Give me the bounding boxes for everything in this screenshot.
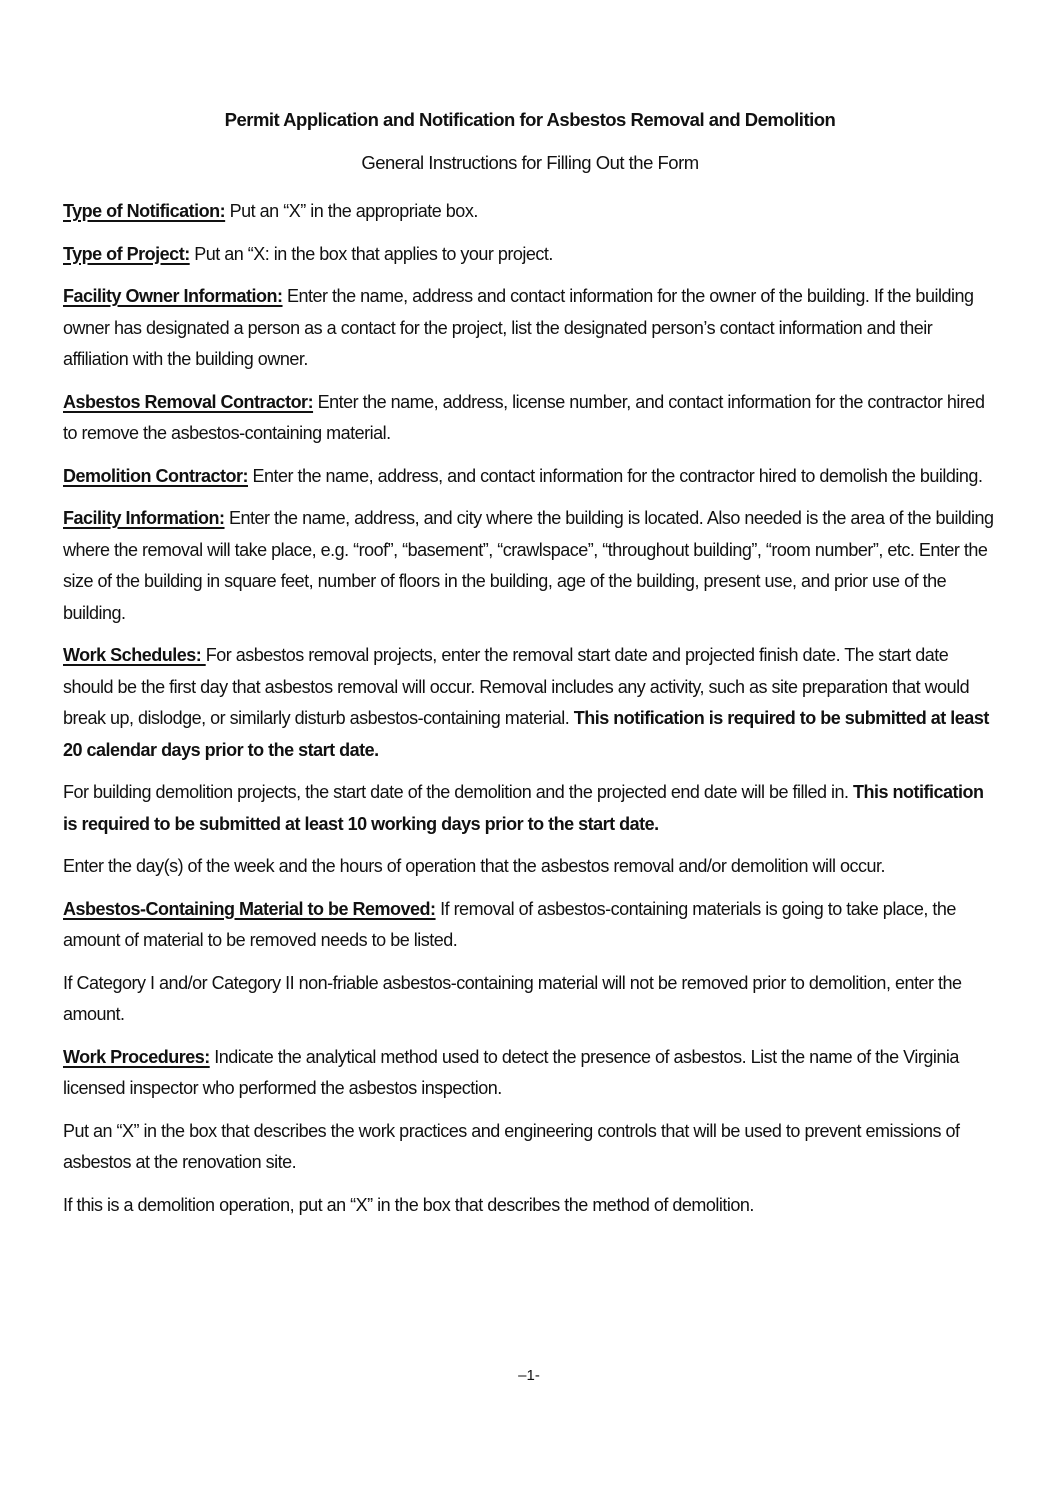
para-body: If this is a demolition operation, put an “X” in the box that describes the method of demolition. — [63, 1194, 754, 1215]
para-lead: Demolition Contractor: — [63, 465, 248, 486]
para-bold-sentence: This notification is required to be submitted at least 10 working days prior to the start date. — [63, 782, 984, 834]
para-body: Put an “X” in the box that describes the work practices and engineering controls that will be used to prevent emissions of asbestos at the renovation site. — [63, 1120, 960, 1172]
para-body: Put an “X: in the box that applies to your project. — [189, 243, 553, 264]
para-work-schedules — [63, 640, 997, 766]
para-demolition-schedule — [63, 777, 997, 840]
para-lead: Type of Notification: — [63, 201, 226, 221]
para-lead: Facility Owner Information: — [63, 286, 283, 306]
para-lead: Work Procedures: — [63, 1046, 210, 1067]
para-demolition-method — [63, 1190, 997, 1222]
para-body: For building demolition projects, the start date of the demolition and the projected end date will be filled in. — [63, 782, 854, 802]
para-category-nonfriable — [63, 968, 997, 1031]
para-body: Enter the name, address and contact information for the owner of the building. If the building owner has designated a person as a contact for the project, list the designated person’s contact information and their affiliation with the building owner. — [63, 286, 974, 369]
para-body: If Category I and/or Category II non-friable asbestos-containing material will not be removed prior to demolition, enter the amount. — [63, 972, 962, 1024]
para-facility-owner-information — [63, 281, 997, 376]
para-days-and-hours — [63, 851, 997, 883]
para-body: Enter the day(s) of the week and the hours of operation that the asbestos removal and/or demolition will occur. — [63, 856, 885, 876]
para-body: Put an “X” in the appropriate box. — [225, 201, 478, 221]
para-type-of-project — [63, 239, 997, 271]
para-lead: Asbestos-Containing Material to be Removed: — [63, 898, 436, 919]
page-number: –1- — [518, 1366, 540, 1384]
para-lead: Work Schedules: — [63, 645, 206, 665]
document-title: Permit Application and Notification for Asbestos Removal and Demolition — [224, 109, 836, 130]
para-work-procedures — [63, 1042, 997, 1105]
para-work-practices — [63, 1116, 997, 1179]
para-body: Indicate the analytical method used to detect the presence of asbestos. List the name of the Virginia licensed inspector who performed the asbestos inspection. — [63, 1046, 959, 1098]
para-acm-to-be-removed — [63, 894, 997, 957]
para-lead: Facility Information: — [63, 508, 225, 528]
para-bold-sentence: This notification is required to be submitted at least 20 calendar days prior to the start date. — [63, 708, 989, 760]
para-body: If removal of asbestos-containing materials is going to take place, the amount of material to be removed needs to be listed. — [63, 898, 956, 950]
para-body: Enter the name, address, license number, and contact information for the contractor hired to remove the asbestos-containing material. — [63, 391, 985, 443]
para-type-of-notification — [63, 196, 997, 228]
para-lead: Type of Project: — [63, 243, 190, 264]
para-demolition-contractor — [63, 461, 997, 493]
document-subtitle: General Instructions for Filling Out the Form — [361, 151, 699, 173]
para-lead: Asbestos Removal Contractor: — [63, 391, 314, 412]
para-facility-information — [63, 503, 997, 629]
para-body: Enter the name, address, and city where the building is located. Also needed is the area of the building where the removal will take place, e.g. “roof”, “basement”, “crawlspace”, “throughout building”, “room number”, etc. Enter the size of the building in square feet, number of floors in the building, age of the building, present use, and prior use of the building. — [63, 508, 994, 623]
para-body: Enter the name, address, and contact information for the contractor hired to demolish the building. — [248, 465, 983, 486]
para-body: For asbestos removal projects, enter the removal start date and projected finish date. The start date should be the first day that asbestos removal will occur. Removal includes any activity, such as site preparation that would break up, dislodge, or similarly disturb asbestos-containing material. — [63, 645, 970, 728]
para-asbestos-removal-contractor — [63, 387, 997, 450]
